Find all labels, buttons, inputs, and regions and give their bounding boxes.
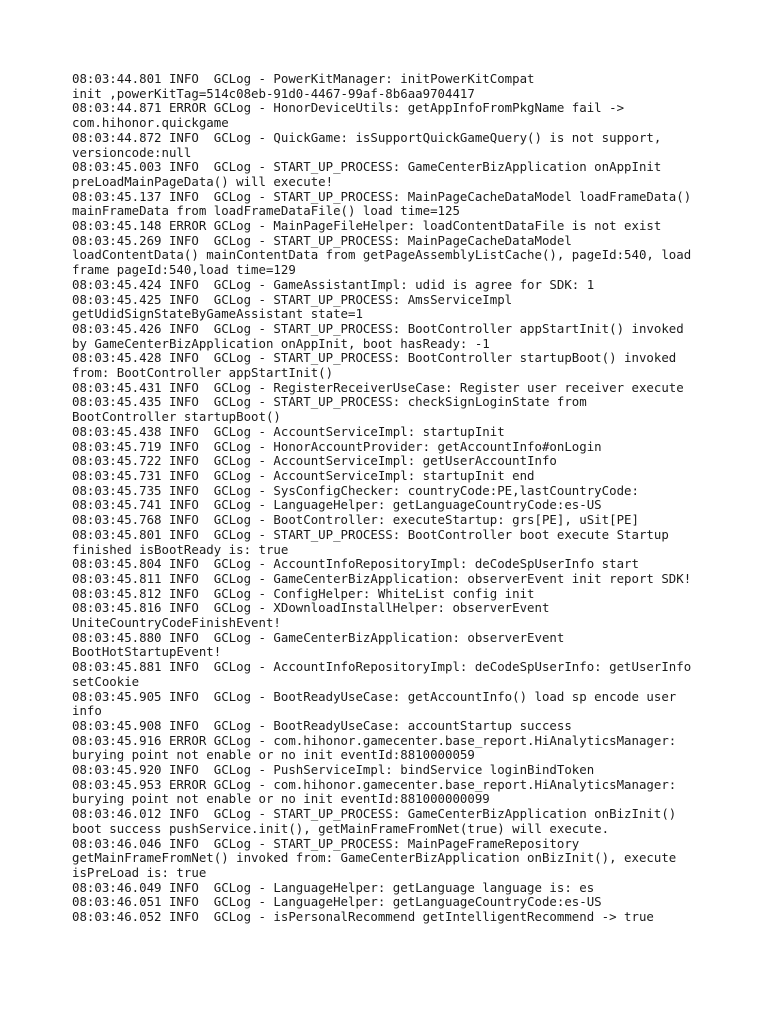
log-line: 08:03:46.046 INFO GCLog - START_UP_PROCESS: MainPageFrameRepository getMainFrameFromNet() invoked from: GameCenterBizApplication onBizInit(), execute isPreLoad is: true (72, 835, 677, 880)
log-line: 08:03:45.812 INFO GCLog - ConfigHelper: WhiteList config init (72, 585, 535, 601)
log-line: 08:03:45.269 INFO GCLog - START_UP_PROCESS: MainPageCacheDataModel loadContentData() mainContentData from getPageAssemblyListCache(), pageId:540, load frame pageId:540,load time=129 (72, 232, 692, 278)
log-line: 08:03:45.148 ERROR GCLog - MainPageFileHelper: loadContentDataFile is not exist (72, 218, 662, 234)
log-line: 08:03:45.953 ERROR GCLog - com.hihonor.gamecenter.base_report.HiAnalyticsManager: burying point not enable or no init eventId:881000000099 (72, 776, 677, 807)
log-line: 08:03:45.735 INFO GCLog - SysConfigChecker: countryCode:PE,lastCountryCode: (72, 482, 639, 498)
log-line: 08:03:45.722 INFO GCLog - AccountServiceImpl: getUserAccountInfo (72, 453, 557, 469)
log-line: 08:03:45.426 INFO GCLog - START_UP_PROCESS: BootController appStartInit() invoked by GameCenterBizApplication onAppInit, boot hasReady: -1 (72, 320, 684, 351)
log-line: 08:03:44.801 INFO GCLog - PowerKitManager: initPowerKitCompat init ,powerKitTag=514c08eb-91d0-4467-99af-8b6aa9704417 (72, 71, 535, 101)
log-line: 08:03:45.435 INFO GCLog - START_UP_PROCESS: checkSignLoginState from BootController startupBoot() (72, 394, 587, 425)
log-line: 08:03:45.768 INFO GCLog - BootController: executeStartup: grs[PE], uSit[PE] (72, 512, 639, 528)
log-text-block (72, 72, 702, 925)
log-line: 08:03:44.872 INFO GCLog - QuickGame: isSupportQuickGameQuery() is not support, versioncode:null (72, 129, 662, 160)
log-line: 08:03:45.916 ERROR GCLog - com.hihonor.gamecenter.base_report.HiAnalyticsManager: burying point not enable or no init eventId:8810000059 (72, 732, 677, 763)
log-line: 08:03:45.428 INFO GCLog - START_UP_PROCESS: BootController startupBoot() invoked from: BootController appStartInit() (72, 350, 677, 381)
log-line: 08:03:45.003 INFO GCLog - START_UP_PROCESS: GameCenterBizApplication onAppInit preLoadMainPageData() will execute! (72, 159, 662, 189)
log-line: 08:03:45.908 INFO GCLog - BootReadyUseCase: accountStartup success (72, 717, 572, 733)
log-line: 08:03:45.719 INFO GCLog - HonorAccountProvider: getAccountInfo#onLogin (72, 438, 602, 454)
log-line: 08:03:45.438 INFO GCLog - AccountServiceImpl: startupInit (72, 423, 505, 439)
log-line: 08:03:45.137 INFO GCLog - START_UP_PROCESS: MainPageCacheDataModel loadFrameData() mainFrameData from loadFrameDataFile() load time=125 (72, 188, 692, 219)
log-line: 08:03:45.431 INFO GCLog - RegisterReceiverUseCase: Register user receiver execute (72, 379, 684, 395)
log-line: 08:03:44.871 ERROR GCLog - HonorDeviceUtils: getAppInfoFromPkgName fail -> com.hihonor.quickgame (72, 100, 625, 131)
log-line: 08:03:46.012 INFO GCLog - START_UP_PROCESS: GameCenterBizApplication onBizInit() boot success pushService.init(), getMainFrameFromNet(true) will execute. (72, 806, 677, 836)
log-line: 08:03:45.881 INFO GCLog - AccountInfoRepositoryImpl: deCodeSpUserInfo: getUserInfo setCookie (72, 659, 692, 689)
log-line: 08:03:45.816 INFO GCLog - XDownloadInstallHelper: observerEvent UniteCountryCodeFinishEvent! (72, 600, 550, 631)
log-line: 08:03:46.049 INFO GCLog - LanguageHelper: getLanguage language is: es (72, 879, 595, 895)
log-line: 08:03:45.804 INFO GCLog - AccountInfoRepositoryImpl: deCodeSpUserInfo start (72, 556, 639, 572)
log-line: 08:03:45.741 INFO GCLog - LanguageHelper: getLanguageCountryCode:es-US (72, 497, 602, 513)
log-line: 08:03:45.425 INFO GCLog - START_UP_PROCESS: AmsServiceImpl getUdidSignStateByGameAssistant state=1 (72, 291, 513, 322)
log-line: 08:03:46.051 INFO GCLog - LanguageHelper: getLanguageCountryCode:es-US (72, 894, 602, 910)
log-line: 08:03:45.424 INFO GCLog - GameAssistantImpl: udid is agree for SDK: 1 (72, 276, 595, 292)
log-line: 08:03:45.905 INFO GCLog - BootReadyUseCase: getAccountInfo() load sp encode user info (72, 688, 677, 719)
log-line: 08:03:45.880 INFO GCLog - GameCenterBizApplication: observerEvent BootHotStartupEvent! (72, 629, 565, 660)
log-line: 08:03:46.052 INFO GCLog - isPersonalRecommend getIntelligentRecommend -> true (72, 909, 654, 925)
log-line: 08:03:45.920 INFO GCLog - PushServiceImpl: bindService loginBindToken (72, 762, 595, 778)
log-line: 08:03:45.801 INFO GCLog - START_UP_PROCESS: BootController boot execute Startup finished isBootReady is: true (72, 526, 669, 557)
log-line: 08:03:45.731 INFO GCLog - AccountServiceImpl: startupInit end (72, 467, 535, 483)
log-line: 08:03:45.811 INFO GCLog - GameCenterBizApplication: observerEvent init report SDK! (72, 570, 692, 586)
